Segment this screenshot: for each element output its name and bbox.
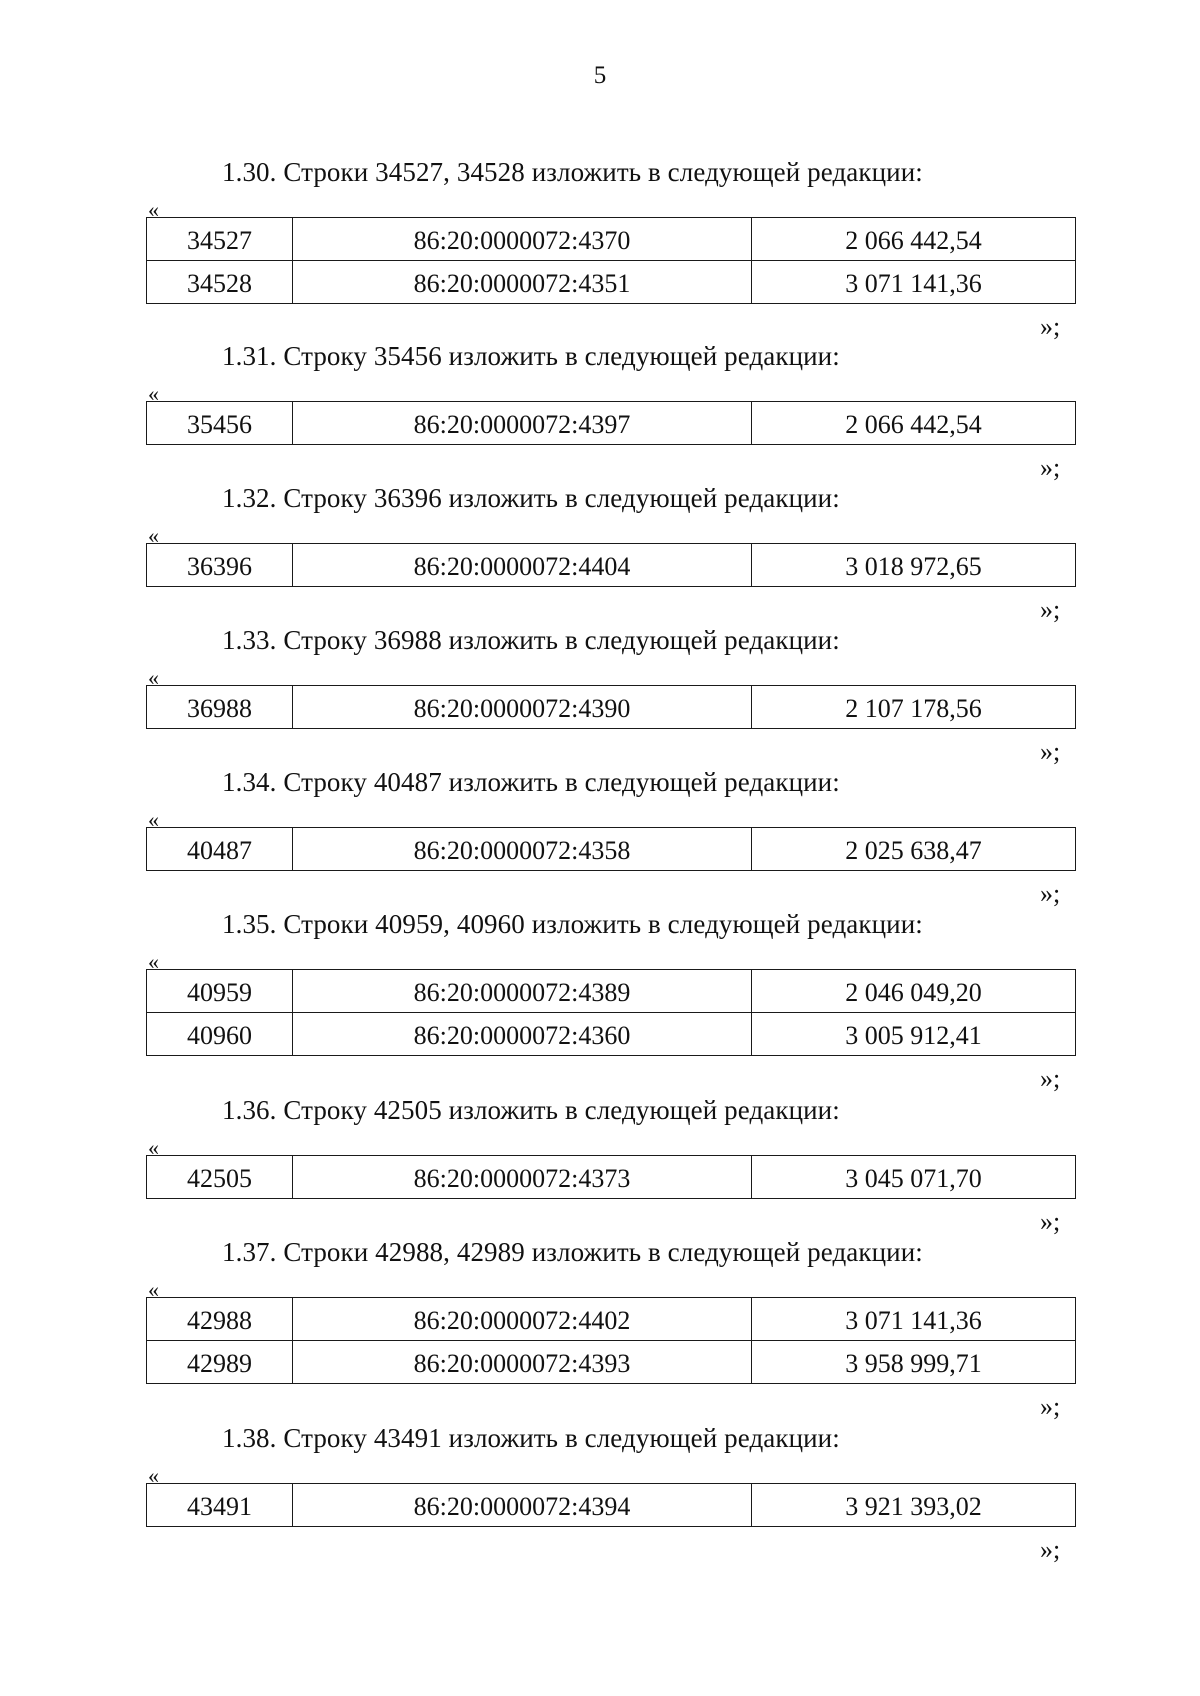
- amendment-table: [146, 401, 1076, 445]
- amendment-heading: 1.34. Строку 40487 изложить в следующей редакции:: [222, 767, 840, 797]
- cadastral-value-cell: 2 066 442,54: [752, 218, 1076, 261]
- opening-quote: «: [148, 807, 159, 832]
- row-number-cell: 40959: [147, 970, 293, 1013]
- opening-quote: «: [148, 1463, 159, 1488]
- cadastral-value-cell: 3 921 393,02: [752, 1484, 1076, 1527]
- cadastral-number-cell: 86:20:0000072:4358: [293, 828, 752, 871]
- cadastral-number-cell: 86:20:0000072:4397: [293, 402, 752, 445]
- row-number-cell: 36988: [147, 686, 293, 729]
- page-number: 5: [593, 62, 607, 89]
- closing-quote: »;: [1040, 1392, 1061, 1421]
- amendment-table: [146, 1155, 1076, 1199]
- amendment-table: [146, 543, 1076, 587]
- cadastral-number-cell: 86:20:0000072:4360: [293, 1013, 752, 1056]
- closing-quote: »;: [1040, 737, 1061, 766]
- amendment-heading: 1.32. Строку 36396 изложить в следующей редакции:: [222, 483, 840, 513]
- opening-quote: «: [148, 1277, 159, 1302]
- table-row: [147, 544, 1076, 587]
- cadastral-number-cell: 86:20:0000072:4373: [293, 1156, 752, 1199]
- row-number-cell: 43491: [147, 1484, 293, 1527]
- closing-quote: »;: [1040, 453, 1061, 482]
- row-number-cell: 42988: [147, 1298, 293, 1341]
- opening-quote: «: [148, 949, 159, 974]
- cadastral-number-cell: 86:20:0000072:4393: [293, 1341, 752, 1384]
- row-number-cell: 34528: [147, 261, 293, 304]
- cadastral-value-cell: 3 958 999,71: [752, 1341, 1076, 1384]
- row-number-cell: 35456: [147, 402, 293, 445]
- cadastral-value-cell: 3 045 071,70: [752, 1156, 1076, 1199]
- cadastral-number-cell: 86:20:0000072:4389: [293, 970, 752, 1013]
- amendment-heading: 1.31. Строку 35456 изложить в следующей редакции:: [222, 341, 840, 371]
- row-number-cell: 36396: [147, 544, 293, 587]
- table-row: [147, 261, 1076, 304]
- amendment-table: [146, 685, 1076, 729]
- table-row: [147, 1013, 1076, 1056]
- opening-quote: «: [148, 523, 159, 548]
- closing-quote: »;: [1040, 879, 1061, 908]
- cadastral-value-cell: 2 025 638,47: [752, 828, 1076, 871]
- amendment-heading: 1.36. Строку 42505 изложить в следующей редакции:: [222, 1095, 840, 1125]
- amendment-heading: 1.33. Строку 36988 изложить в следующей редакции:: [222, 625, 840, 655]
- closing-quote: »;: [1040, 1207, 1061, 1236]
- row-number-cell: 34527: [147, 218, 293, 261]
- table-row: [147, 1298, 1076, 1341]
- opening-quote: «: [148, 381, 159, 406]
- row-number-cell: 40487: [147, 828, 293, 871]
- table-row: [147, 1484, 1076, 1527]
- cadastral-number-cell: 86:20:0000072:4402: [293, 1298, 752, 1341]
- amendment-table: [146, 969, 1076, 1056]
- cadastral-value-cell: 3 071 141,36: [752, 261, 1076, 304]
- table-row: [147, 1341, 1076, 1384]
- row-number-cell: 40960: [147, 1013, 293, 1056]
- table-row: [147, 1156, 1076, 1199]
- closing-quote: »;: [1040, 1064, 1061, 1093]
- amendment-table: [146, 217, 1076, 304]
- closing-quote: »;: [1040, 595, 1061, 624]
- cadastral-number-cell: 86:20:0000072:4370: [293, 218, 752, 261]
- cadastral-number-cell: 86:20:0000072:4404: [293, 544, 752, 587]
- table-row: [147, 686, 1076, 729]
- row-number-cell: 42505: [147, 1156, 293, 1199]
- cadastral-value-cell: 3 071 141,36: [752, 1298, 1076, 1341]
- cadastral-value-cell: 2 046 049,20: [752, 970, 1076, 1013]
- cadastral-number-cell: 86:20:0000072:4351: [293, 261, 752, 304]
- table-row: [147, 402, 1076, 445]
- cadastral-value-cell: 3 005 912,41: [752, 1013, 1076, 1056]
- table-row: [147, 828, 1076, 871]
- cadastral-number-cell: 86:20:0000072:4390: [293, 686, 752, 729]
- closing-quote: »;: [1040, 312, 1061, 341]
- amendment-table: [146, 1297, 1076, 1384]
- opening-quote: «: [148, 665, 159, 690]
- amendment-table: [146, 827, 1076, 871]
- amendment-table: [146, 1483, 1076, 1527]
- row-number-cell: 42989: [147, 1341, 293, 1384]
- amendment-heading: 1.37. Строки 42988, 42989 изложить в следующей редакции:: [222, 1237, 923, 1267]
- amendment-heading: 1.38. Строку 43491 изложить в следующей редакции:: [222, 1423, 840, 1453]
- cadastral-value-cell: 3 018 972,65: [752, 544, 1076, 587]
- amendment-heading: 1.30. Строки 34527, 34528 изложить в следующей редакции:: [222, 157, 923, 187]
- opening-quote: «: [148, 1135, 159, 1160]
- table-row: [147, 970, 1076, 1013]
- amendment-heading: 1.35. Строки 40959, 40960 изложить в следующей редакции:: [222, 909, 923, 939]
- cadastral-value-cell: 2 107 178,56: [752, 686, 1076, 729]
- closing-quote: »;: [1040, 1535, 1061, 1564]
- cadastral-value-cell: 2 066 442,54: [752, 402, 1076, 445]
- table-row: [147, 218, 1076, 261]
- opening-quote: «: [148, 197, 159, 222]
- cadastral-number-cell: 86:20:0000072:4394: [293, 1484, 752, 1527]
